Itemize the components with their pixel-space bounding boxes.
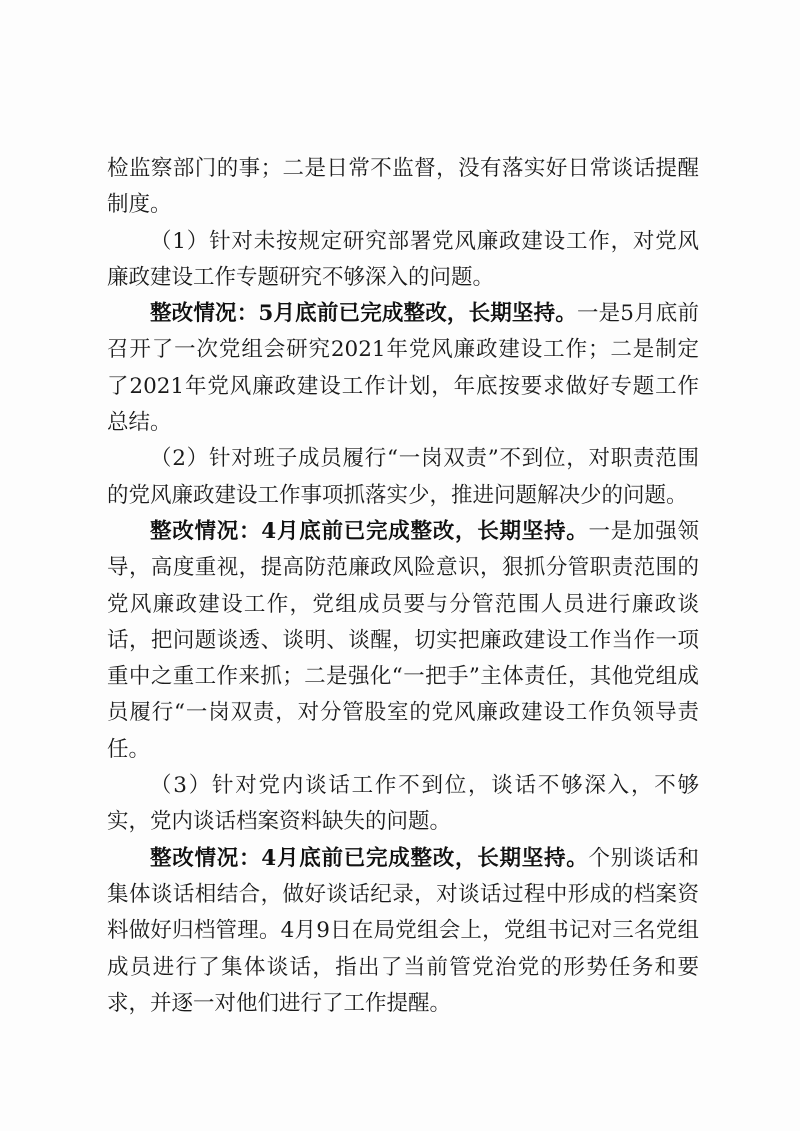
rectification-status-lead: 整改情况：5月底前已完成整改，长期坚持。 [150,301,577,327]
rectification-status-lead: 整改情况：4月底前已完成整改，长期坚持。 [150,845,589,871]
paragraph-text: 个别谈话和集体谈话相结合，做好谈话纪录，对谈话过程中形成的档案资料做好归档管理。4月9日在局党组会上，党组书记对三名党组成员进行了集体谈话，指出了当前管党治党的形势任务和要求，并逐一对他们进行了工作提醒。 [107,845,699,1016]
paragraph-rectification-3 [107,841,699,1022]
paragraph-issue-1 [107,224,699,297]
paragraph-text: （3）针对党内谈话工作不到位，谈话不够深入，不够实，党内谈话档案资料缺失的问题。 [107,773,699,835]
paragraph-text: 检监察部门的事；二是日常不监督，没有落实好日常谈话提醒制度。 [107,156,699,218]
paragraph-rectification-2 [107,514,699,768]
document-body [107,151,699,1022]
paragraph-rectification-1 [107,296,699,441]
paragraph-text: 一是加强领导，高度重视，提高防范廉政风险意识，狠抓分管职责范围的党风廉政建设工作，党组成员要与分管范围人员进行廉政谈话，把问题谈透、谈明、谈醒，切实把廉政建设工作当作一项重中之重工作来抓；二是强化“一把手”主体责任，其他党组成员履行“一岗双责，对分管股室的党风廉政建设工作负领导责任。 [107,518,699,762]
paragraph-issue-3 [107,768,699,841]
paragraph-text: （1）针对未按规定研究部署党风廉政建设工作，对党风廉政建设工作专题研究不够深入的问题。 [107,228,699,290]
rectification-status-lead: 整改情况：4月底前已完成整改，长期坚持。 [150,518,589,544]
paragraph-issue-2 [107,441,699,514]
paragraph-text: 一是5月底前召开了一次党组会研究2021年党风廉政建设工作；二是制定了2021年党风廉政建设工作计划，年底按要求做好专题工作总结。 [107,301,699,436]
paragraph-continuation [107,151,699,224]
paragraph-text: （2）针对班子成员履行“一岗双责”不到位，对职责范围的党风廉政建设工作事项抓落实少，推进问题解决少的问题。 [107,446,699,508]
